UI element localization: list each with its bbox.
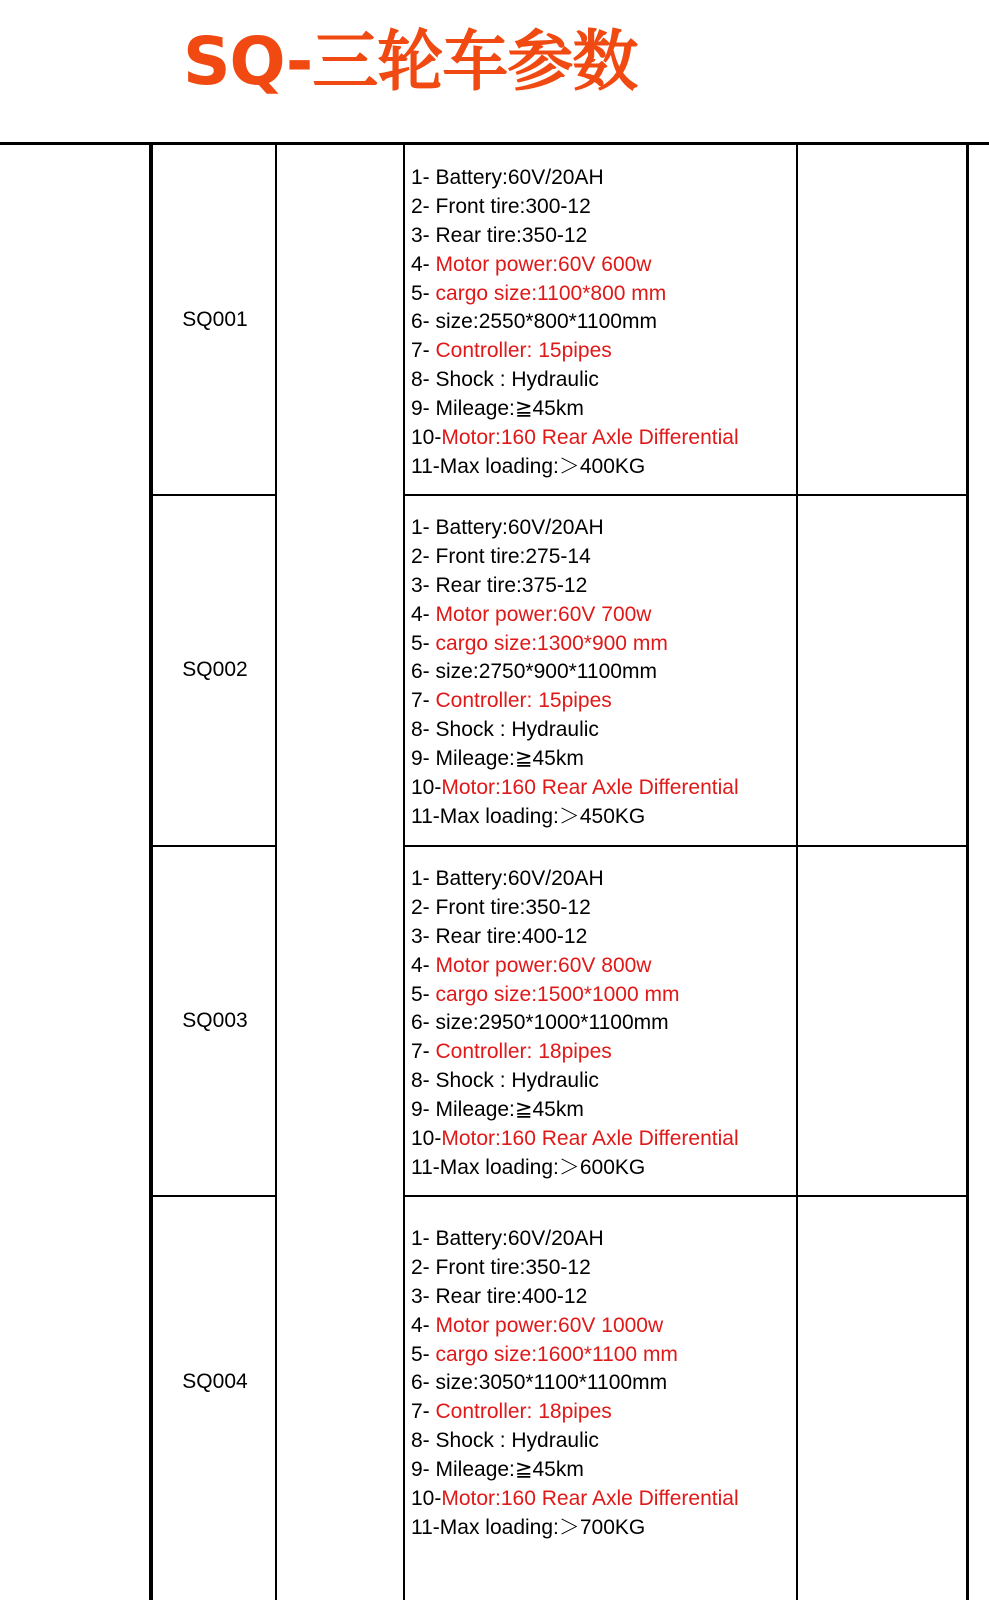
spec-item: [411, 952, 791, 981]
spec-text: Shock : Hydraulic: [435, 1069, 599, 1093]
spec-number: 2-: [411, 544, 436, 568]
spec-item: [411, 572, 791, 601]
spec-text: Rear tire:400-12: [435, 1284, 588, 1308]
spec-item: [411, 1254, 791, 1283]
spec-text: Motor:160 Rear Axle Differential: [441, 1127, 739, 1151]
spec-item: [411, 1225, 791, 1254]
spec-item: [411, 658, 791, 687]
spec-number: 7-: [411, 689, 436, 713]
spec-item: [411, 981, 791, 1010]
spec-text: Front tire:300-12: [435, 194, 591, 218]
spec-text: Max loading:＞600KG: [439, 1155, 646, 1179]
spec-text: Battery:60V/20AH: [435, 867, 604, 890]
spec-number: 4-: [411, 1313, 436, 1337]
spec-item: [411, 514, 791, 543]
spec-item: [411, 1427, 791, 1456]
spec-number: 7-: [411, 1040, 436, 1064]
spec-item: [411, 424, 791, 453]
spec-text: Controller: 15pipes: [435, 689, 612, 713]
spec-item: [411, 1009, 791, 1038]
spec-number: 9-: [411, 397, 436, 421]
spec-item: [411, 1067, 791, 1096]
spec-number: 10-: [411, 1487, 442, 1511]
spec-number: 9-: [411, 1098, 436, 1122]
spec-number: 3-: [411, 924, 436, 948]
spec-number: 6-: [411, 310, 436, 334]
spec-item: [411, 1038, 791, 1067]
spec-number: 8-: [411, 1069, 436, 1093]
spec-number: 8-: [411, 718, 436, 742]
row-divider: [405, 845, 969, 847]
spec-item: [411, 1312, 791, 1341]
spec-number: 3-: [411, 573, 436, 597]
spec-number: 3-: [411, 1284, 436, 1308]
spec-number: 10-: [411, 776, 442, 800]
spec-text: Max loading:＞700KG: [439, 1515, 646, 1539]
spec-item: [411, 193, 791, 222]
spec-text: Battery:60V/20AH: [435, 166, 604, 189]
spec-text: size:2950*1000*1100mm: [435, 1011, 669, 1035]
spec-item: [411, 308, 791, 337]
spec-item: [411, 716, 791, 745]
spec-text: Controller: 18pipes: [435, 1400, 612, 1424]
spec-number: 8-: [411, 1429, 436, 1453]
spec-text: Shock : Hydraulic: [435, 1429, 599, 1453]
spec-number: 4-: [411, 953, 436, 977]
spec-number: 1-: [411, 516, 436, 539]
spec-item: [411, 1096, 791, 1125]
spec-number: 1-: [411, 867, 436, 890]
column-divider: [796, 143, 798, 1600]
spec-text: Motor power:60V 600w: [435, 252, 652, 276]
spec-text: Mileage:≧45km: [435, 1458, 584, 1482]
spec-item: [411, 1514, 791, 1543]
model-code: SQ002: [182, 658, 248, 681]
spec-number: 1-: [411, 1227, 436, 1250]
spec-item: [411, 251, 791, 280]
spec-text: Battery:60V/20AH: [435, 516, 604, 539]
spec-text: cargo size:1300*900 mm: [435, 631, 668, 655]
spec-text: Controller: 15pipes: [435, 339, 612, 363]
row-divider: [405, 1195, 969, 1197]
spec-text: Mileage:≧45km: [435, 397, 584, 421]
spec-text: Motor power:60V 1000w: [435, 1313, 664, 1337]
spec-text: Rear tire:375-12: [435, 573, 588, 597]
spec-item: [411, 894, 791, 923]
spec-item: [411, 1456, 791, 1485]
spec-number: 9-: [411, 1458, 436, 1482]
spec-text: Shock : Hydraulic: [435, 368, 599, 392]
spec-item: [411, 1283, 791, 1312]
spec-item: [411, 366, 791, 395]
spec-text: Motor:160 Rear Axle Differential: [441, 426, 739, 450]
spec-text: size:2750*900*1100mm: [435, 660, 657, 684]
row-divider: [153, 845, 277, 847]
model-code: SQ004: [182, 1370, 248, 1393]
spec-item: [411, 601, 791, 630]
spec-item: [411, 774, 791, 803]
spec-number: 10-: [411, 426, 442, 450]
spec-item: [411, 630, 791, 659]
spec-text: Motor:160 Rear Axle Differential: [441, 776, 739, 800]
spec-number: 6-: [411, 660, 436, 684]
spec-item: [411, 1341, 791, 1370]
spec-list: [411, 514, 791, 832]
column-divider: [403, 143, 405, 1600]
spec-item: [411, 803, 791, 832]
model-code: SQ003: [182, 1009, 248, 1032]
spec-item: [411, 1485, 791, 1514]
spec-item: [411, 745, 791, 774]
spec-number: 5-: [411, 281, 436, 305]
row-divider: [153, 1195, 277, 1197]
spec-list: [411, 865, 791, 1183]
spec-item: [411, 1154, 791, 1183]
spec-number: 8-: [411, 368, 436, 392]
spec-list: [411, 1225, 791, 1543]
spec-text: Max loading:＞400KG: [439, 454, 646, 478]
spec-text: Motor power:60V 700w: [435, 602, 652, 626]
spec-number: 11-: [411, 1515, 440, 1539]
spec-number: 5-: [411, 1342, 436, 1366]
spec-item: [411, 543, 791, 572]
spec-item: [411, 1125, 791, 1154]
spec-text: Motor power:60V 800w: [435, 953, 652, 977]
spec-number: 6-: [411, 1371, 436, 1395]
spec-number: 11-: [411, 454, 440, 478]
spec-list: [411, 164, 791, 482]
spec-number: 6-: [411, 1011, 436, 1035]
spec-number: 9-: [411, 747, 436, 771]
spec-text: cargo size:1500*1000 mm: [435, 982, 680, 1006]
spec-text: size:2550*800*1100mm: [435, 310, 657, 334]
spec-number: 5-: [411, 982, 436, 1006]
spec-item: [411, 222, 791, 251]
spec-text: Mileage:≧45km: [435, 747, 584, 771]
spec-item: [411, 1398, 791, 1427]
spec-number: 4-: [411, 252, 436, 276]
spec-text: Mileage:≧45km: [435, 1098, 584, 1122]
spec-text: cargo size:1100*800 mm: [435, 281, 667, 305]
spec-item: [411, 395, 791, 424]
spec-item: [411, 923, 791, 952]
spec-item: [411, 865, 791, 894]
spec-item: [411, 453, 791, 482]
row-divider: [153, 494, 277, 496]
spec-text: Front tire:275-14: [435, 544, 591, 568]
spec-number: 3-: [411, 223, 436, 247]
page-title: SQ-三轮车参数: [183, 23, 638, 100]
spec-text: Rear tire:350-12: [435, 223, 588, 247]
spec-text: Max loading:＞450KG: [439, 804, 646, 828]
spec-text: Front tire:350-12: [435, 1255, 591, 1279]
spec-text: cargo size:1600*1100 mm: [435, 1342, 678, 1366]
spec-number: 2-: [411, 194, 436, 218]
spec-number: 11-: [411, 804, 440, 828]
spec-item: [411, 337, 791, 366]
model-code: SQ001: [182, 308, 248, 331]
spec-text: Shock : Hydraulic: [435, 718, 599, 742]
spec-text: Rear tire:400-12: [435, 924, 588, 948]
spec-number: 7-: [411, 1400, 436, 1424]
spec-number: 2-: [411, 1255, 436, 1279]
spec-item: [411, 164, 791, 193]
row-divider: [405, 494, 969, 496]
spec-number: 7-: [411, 339, 436, 363]
spec-text: Motor:160 Rear Axle Differential: [441, 1487, 739, 1511]
spec-item: [411, 280, 791, 309]
spec-number: 11-: [411, 1155, 440, 1179]
spec-number: 4-: [411, 602, 436, 626]
spec-number: 5-: [411, 631, 436, 655]
spec-item: [411, 687, 791, 716]
spec-text: Battery:60V/20AH: [435, 1227, 604, 1250]
spec-number: 10-: [411, 1127, 442, 1151]
table-right-border: [966, 143, 969, 1600]
spec-text: Front tire:350-12: [435, 895, 591, 919]
spec-item: [411, 1369, 791, 1398]
spec-number: 1-: [411, 166, 436, 189]
spec-text: size:3050*1100*1100mm: [435, 1371, 668, 1395]
spec-number: 2-: [411, 895, 436, 919]
spec-text: Controller: 18pipes: [435, 1040, 612, 1064]
